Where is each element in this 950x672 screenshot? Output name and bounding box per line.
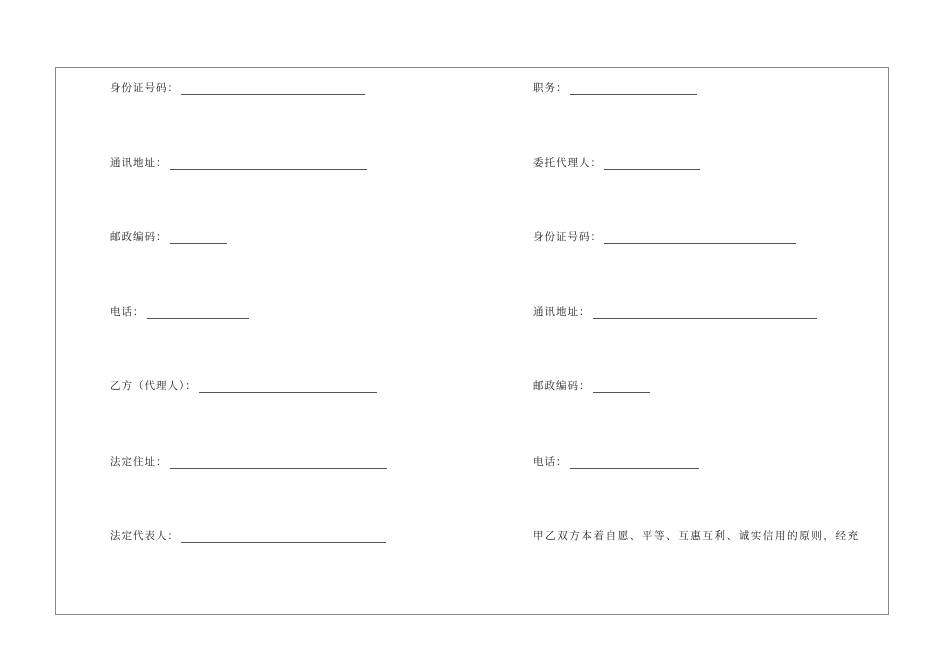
- position-label: 职务：: [533, 82, 568, 94]
- agent-phone-label: 电话：: [533, 456, 568, 468]
- position-blank[interactable]: [570, 83, 697, 95]
- party-b-label: 乙方（代理人）：: [110, 380, 197, 392]
- legal-representative-label: 法定代表人：: [110, 530, 179, 542]
- legal-representative-field: [110, 529, 386, 543]
- legal-address-field: [110, 455, 387, 469]
- agent-mailing-address-field: [533, 305, 817, 319]
- authorized-agent-label: 委托代理人：: [533, 157, 602, 169]
- agent-postal-code-field: [533, 379, 650, 393]
- party-b-field: [110, 379, 377, 393]
- phone-label: 电话：: [110, 306, 145, 318]
- party-b-blank[interactable]: [199, 381, 377, 393]
- authorized-agent-blank[interactable]: [604, 158, 700, 170]
- agent-postal-code-blank[interactable]: [593, 381, 650, 393]
- position-field: [533, 81, 697, 95]
- postal-code-field: [110, 230, 227, 244]
- agent-mailing-address-blank[interactable]: [593, 307, 817, 319]
- closing-paragraph: 甲乙双方本着自愿、平等、互惠互利、诚实信用的原则，经充: [533, 530, 860, 542]
- mailing-address-field: [110, 156, 367, 170]
- agent-phone-blank[interactable]: [570, 457, 699, 469]
- mailing-address-blank[interactable]: [170, 158, 367, 170]
- agent-postal-code-label: 邮政编码：: [533, 380, 591, 392]
- id-number-label: 身份证号码：: [110, 82, 179, 94]
- id-number-blank[interactable]: [181, 83, 365, 95]
- legal-address-label: 法定住址：: [110, 456, 168, 468]
- agent-id-number-label: 身份证号码：: [533, 231, 602, 243]
- mailing-address-label: 通讯地址：: [110, 157, 168, 169]
- agent-phone-field: [533, 455, 699, 469]
- phone-field: [110, 305, 249, 319]
- legal-representative-blank[interactable]: [181, 531, 386, 543]
- postal-code-blank[interactable]: [170, 232, 227, 244]
- agent-id-number-blank[interactable]: [604, 232, 796, 244]
- legal-address-blank[interactable]: [170, 457, 387, 469]
- authorized-agent-field: [533, 156, 700, 170]
- phone-blank[interactable]: [147, 307, 249, 319]
- agent-mailing-address-label: 通讯地址：: [533, 306, 591, 318]
- postal-code-label: 邮政编码：: [110, 231, 168, 243]
- id-number-field: [110, 81, 365, 95]
- agent-id-number-field: [533, 230, 796, 244]
